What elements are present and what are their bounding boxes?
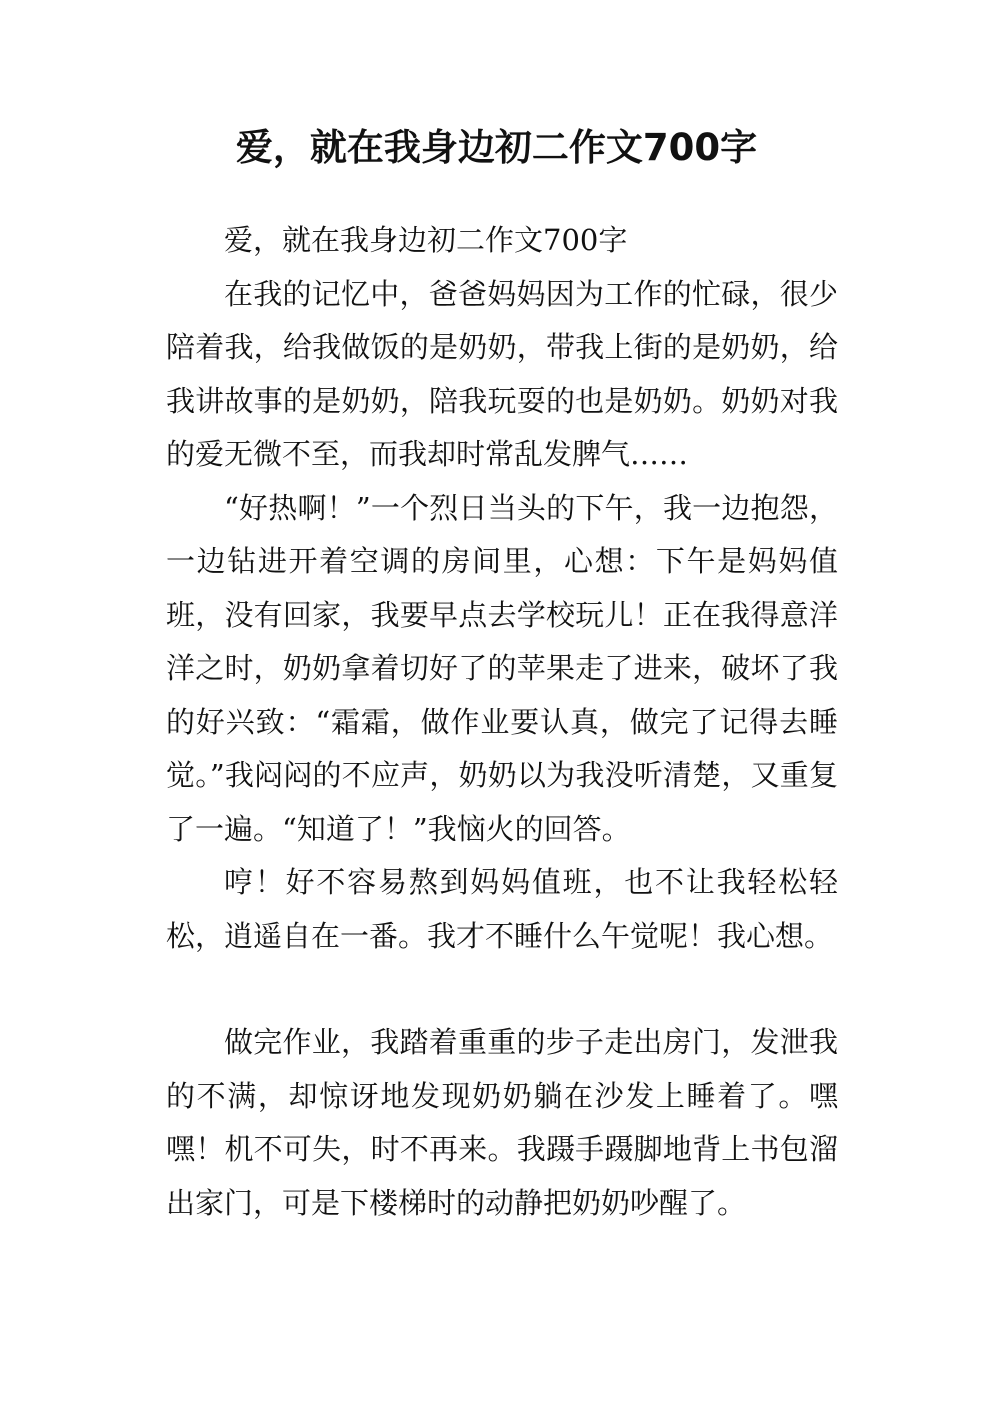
document-body: [166, 214, 838, 1230]
paragraph-heading-repeat: 爱，就在我身边初二作文700字: [224, 223, 628, 257]
paragraph: “好热啊！”一个烈日当头的下午，我一边抱怨，一边钻进开着空调的房间里，心想：下午是妈妈值班，没有回家，我要早点去学校玩儿！正在我得意洋洋之时，奶奶拿着切好了的苹果走了进来，破坏了我的好兴致：“霜霜，做作业要认真，做完了记得去睡觉。”我闷闷的不应声，奶奶以为我没听清楚，又重复了一遍。“知道了！”我恼火的回答。: [166, 490, 838, 846]
paragraph: 哼！好不容易熬到妈妈值班，也不让我轻松轻松，逍遥自在一番。我才不睡什么午觉呢！我心想。: [166, 865, 838, 953]
paragraph: 做完作业，我踏着重重的步子走出房门，发泄我的不满，却惊讶地发现奶奶躺在沙发上睡着了。嘿嘿！机不可失，时不再来。我蹑手蹑脚地背上书包溜出家门，可是下楼梯时的动静把奶奶吵醒了。: [166, 1025, 838, 1220]
paragraph: 在我的记忆中，爸爸妈妈因为工作的忙碌，很少陪着我，给我做饭的是奶奶，带我上街的是奶奶，给我讲故事的是奶奶，陪我玩耍的也是奶奶。奶奶对我的爱无微不至，而我却时常乱发脾气……: [166, 276, 838, 471]
paragraph-gap: [166, 963, 838, 1016]
document-title: 爱，就在我身边初二作文700字: [235, 126, 758, 169]
